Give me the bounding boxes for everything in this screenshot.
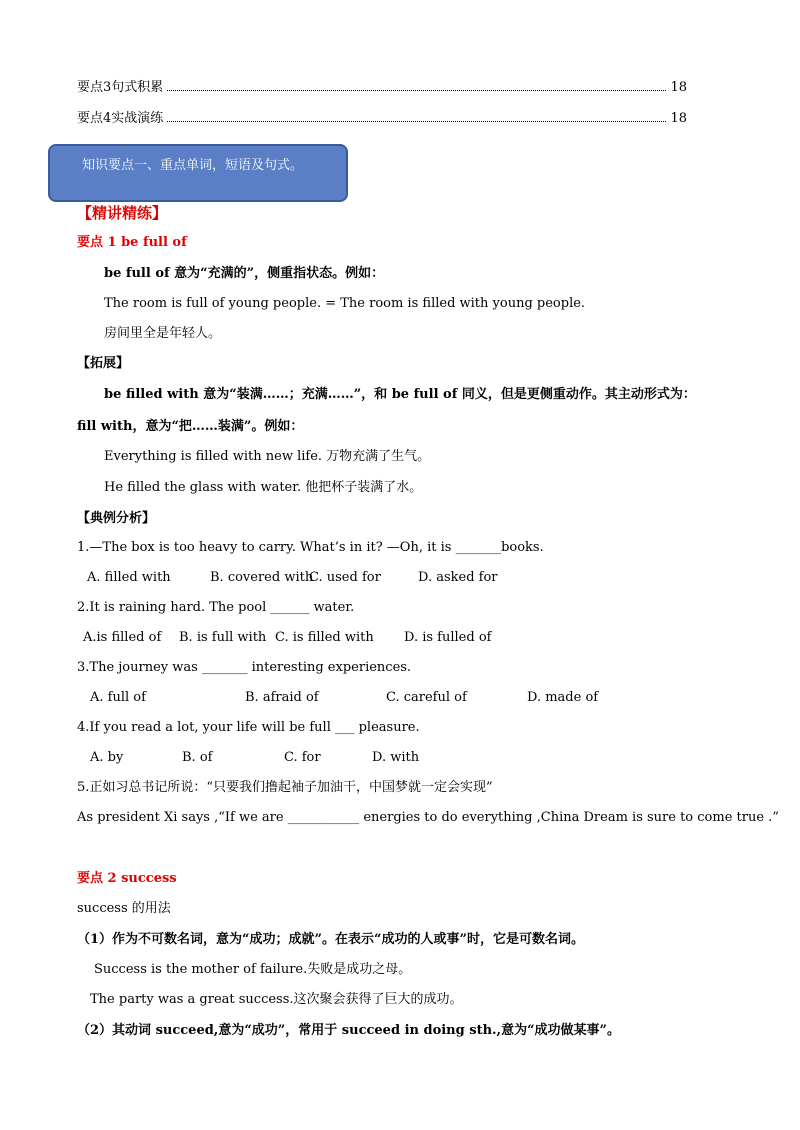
toc-entry[interactable] <box>77 110 687 128</box>
section-banner <box>48 144 348 202</box>
extend-example1: Everything is filled with new life. 万物充满了生气。 <box>104 449 431 464</box>
point1-example-cn: 房间里全是年轻人。 <box>104 326 222 341</box>
question-2: 2.It is raining hard. The pool ______ water. <box>77 600 355 615</box>
toc-page: 18 <box>670 111 687 126</box>
option-d[interactable]: D. with <box>372 750 420 765</box>
option-a[interactable]: A. full of <box>90 690 146 705</box>
question-1: 1.—The box is too heavy to carry. What’s in it? —Oh, it is _______books. <box>77 540 544 555</box>
section-title: 【精讲精练】 <box>77 204 168 222</box>
toc-leader <box>167 80 666 91</box>
question-2-options <box>83 629 491 647</box>
point2-item2: （2）其动词 succeed,意为“成功”，常用于 succeed in doing sth.,意为“成功做某事”。 <box>77 1023 621 1038</box>
option-a[interactable]: A.is filled of <box>83 630 162 645</box>
point1-heading: 要点 1 be full of <box>77 235 187 250</box>
option-c[interactable]: C. for <box>284 750 321 765</box>
point2-heading: 要点 2 success <box>77 871 177 886</box>
option-b[interactable]: B. is full with <box>179 630 267 645</box>
question-5-cn: 5.正如习总书记所说：“只要我们撸起袖子加油干，中国梦就一定会实现” <box>77 780 493 795</box>
option-d[interactable]: D. is fulled of <box>404 630 492 645</box>
extend-line2: fill with，意为“把……装满”。例如： <box>77 419 304 434</box>
point2-item1: （1）作为不可数名词，意为“成功；成就”。在表示“成功的人或事”时，它是可数名词。 <box>77 932 584 947</box>
question-4-options <box>90 749 419 767</box>
toc-label: 要点4实战演练 <box>77 111 164 126</box>
analysis-heading: 【典例分析】 <box>77 511 156 526</box>
question-5-en: As president Xi says ,“If we are ___________ energies to do everything ,China Dream is sure to come true .” <box>77 810 779 825</box>
question-3: 3.The journey was _______ interesting experiences. <box>77 660 412 675</box>
point2-usage: success 的用法 <box>77 901 171 916</box>
option-b[interactable]: B. of <box>182 750 213 765</box>
question-1-options <box>87 569 498 587</box>
banner-text: 知识要点一、重点单词，短语及句式。 <box>82 158 304 173</box>
extend-line1: be filled with 意为“装满……；充满……”，和 be full of 同义，但是更侧重动作。其主动形式为： <box>104 387 696 402</box>
option-c[interactable]: C. is filled with <box>275 630 374 645</box>
toc-page: 18 <box>670 80 687 95</box>
point1-definition: be full of 意为“充满的”，侧重指状态。例如： <box>104 266 385 281</box>
point1-example-en: The room is full of young people. = The room is filled with young people. <box>104 296 586 311</box>
extend-example2: He filled the glass with water. 他把杯子装满了水。 <box>104 480 423 495</box>
option-a[interactable]: A. filled with <box>87 570 171 585</box>
question-4: 4.If you read a lot, your life will be full ___ pleasure. <box>77 720 420 735</box>
toc-entry[interactable] <box>77 79 687 97</box>
question-3-options <box>90 689 598 707</box>
option-d[interactable]: D. asked for <box>418 570 498 585</box>
option-b[interactable]: B. afraid of <box>245 690 319 705</box>
option-c[interactable]: C. careful of <box>386 690 467 705</box>
extend-heading: 【拓展】 <box>77 356 130 371</box>
option-a[interactable]: A. by <box>90 750 124 765</box>
option-d[interactable]: D. made of <box>527 690 599 705</box>
option-c[interactable]: C. used for <box>309 570 381 585</box>
point2-example2: The party was a great success.这次聚会获得了巨大的成功。 <box>90 992 463 1007</box>
toc-label: 要点3句式积累 <box>77 80 164 95</box>
point2-example1: Success is the mother of failure.失败是成功之母。 <box>94 962 412 977</box>
toc-leader <box>167 111 666 122</box>
option-b[interactable]: B. covered with <box>210 570 314 585</box>
